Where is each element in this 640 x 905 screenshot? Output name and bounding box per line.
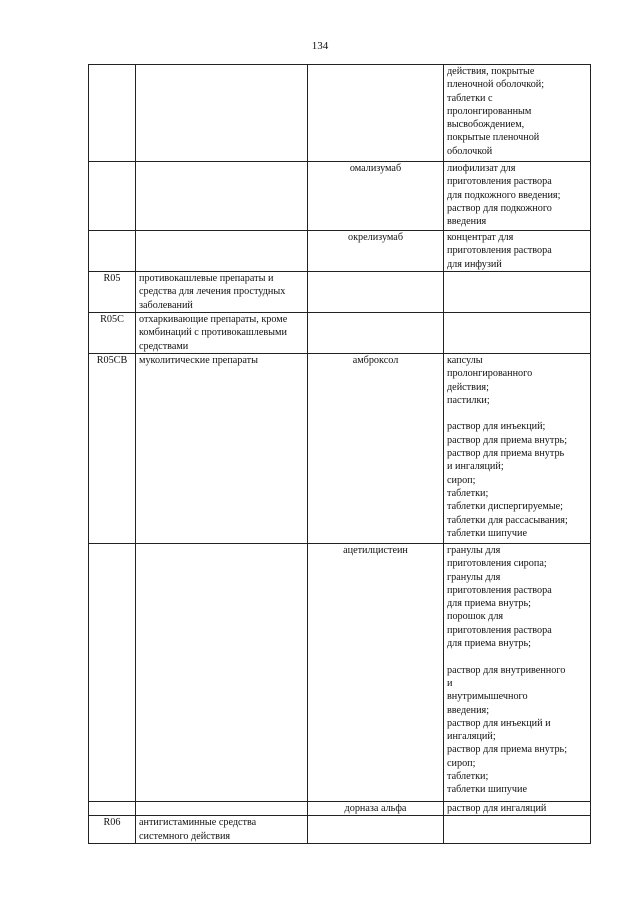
dosage-form-line: введения <box>447 216 487 228</box>
dosage-form-line: раствор для приема внутрь; <box>447 434 568 446</box>
atc-code-cell: R05C <box>89 313 136 354</box>
dosage-form-line: гранулы для <box>447 545 501 556</box>
dosage-form-line: пролонгированного <box>447 368 533 380</box>
dosage-form-line: раствор для приема внутрь <box>447 448 565 460</box>
inn-cell: ацетилцистеин <box>308 544 444 802</box>
dosage-forms-cell <box>444 272 591 313</box>
dosage-form-line: лиофилизат для <box>447 163 516 174</box>
group-name-cell: муколитические препараты <box>136 354 308 544</box>
inn-cell <box>308 816 444 844</box>
dosage-form-line: раствор для внутривенного <box>447 664 566 676</box>
group-name-cell: антигистаминные средства системного действия <box>136 816 308 844</box>
dosage-forms-cell <box>444 354 591 544</box>
atc-code-cell: R05CB <box>89 354 136 544</box>
inn-cell <box>308 65 444 162</box>
table-row <box>89 816 591 844</box>
dosage-form-line: раствор для подкожного <box>447 202 552 214</box>
dosage-form-line: порошок для <box>447 611 504 623</box>
dosage-form-line: раствор для инъекций и <box>447 717 551 729</box>
table-row <box>89 65 591 162</box>
group-name-cell <box>136 162 308 231</box>
dosage-form-line: покрытые пленочной <box>447 132 540 144</box>
inn-cell: омализумаб <box>308 162 444 231</box>
table-row <box>89 313 591 354</box>
group-name-cell <box>136 65 308 162</box>
dosage-form-line: пастилки; <box>447 394 490 406</box>
dosage-form-line: и <box>447 677 453 689</box>
dosage-form-line: приготовления раствора <box>447 584 552 596</box>
dosage-forms-cell <box>444 816 591 844</box>
dosage-forms-cell <box>444 162 591 231</box>
dosage-form-line: таблетки с <box>447 92 493 104</box>
dosage-form-line: капсулы <box>447 355 483 366</box>
inn-cell: дорназа альфа <box>308 802 444 816</box>
dosage-form-line: введения; <box>447 704 490 716</box>
dosage-form-line: приготовления раствора <box>447 245 552 257</box>
table-row <box>89 272 591 313</box>
dosage-forms-cell <box>444 65 591 162</box>
dosage-form-line <box>447 407 587 420</box>
dosage-form-line: раствор для приема внутрь; <box>447 744 568 756</box>
dosage-form-line: приготовления раствора <box>447 176 552 188</box>
dosage-form-line: высвобождением, <box>447 119 525 131</box>
dosage-form-line: и ингаляций; <box>447 461 504 473</box>
dosage-form-line: таблетки шипучие <box>447 527 527 539</box>
table-row <box>89 231 591 272</box>
table-row <box>89 354 591 544</box>
dosage-form-line: приготовления сиропа; <box>447 558 547 570</box>
dosage-forms-cell <box>444 231 591 272</box>
dosage-form-line: действия; <box>447 381 489 393</box>
table-row <box>89 802 591 816</box>
group-name-cell: противокашлевые препараты и средства для лечения простудных заболеваний <box>136 272 308 313</box>
group-name-cell <box>136 544 308 802</box>
dosage-form-line: сироп; <box>447 757 476 769</box>
group-name-cell <box>136 231 308 272</box>
atc-code-cell <box>89 65 136 162</box>
dosage-form-line: гранулы для <box>447 571 501 583</box>
dosage-form-line: действия, покрытые <box>447 66 535 77</box>
atc-code-cell: R06 <box>89 816 136 844</box>
atc-code-cell <box>89 231 136 272</box>
dosage-form-line: ингаляций; <box>447 731 496 743</box>
dosage-form-line: таблетки шипучие <box>447 784 527 796</box>
dosage-form-line: таблетки; <box>447 771 489 783</box>
dosage-form-line: таблетки диспергируемые; <box>447 501 563 513</box>
dosage-form-line: пролонгированным <box>447 105 532 117</box>
inn-cell: амброксол <box>308 354 444 544</box>
dosage-form-line: оболочкой <box>447 145 493 157</box>
page-number: 134 <box>311 40 329 52</box>
dosage-form-line: пленочной оболочкой; <box>447 79 545 91</box>
table-row <box>89 544 591 802</box>
dosage-forms-cell <box>444 544 591 802</box>
dosage-form-line: концентрат для <box>447 232 514 243</box>
dosage-form-line: сироп; <box>447 474 476 486</box>
dosage-form-line: приготовления раствора <box>447 624 552 636</box>
dosage-form-line: раствор для ингаляций <box>447 803 547 814</box>
dosage-form-line: для приема внутрь; <box>447 638 531 650</box>
atc-code-cell <box>89 544 136 802</box>
group-name-cell: отхаркивающие препараты, кроме комбинаций с противокашлевыми средствами <box>136 313 308 354</box>
dosage-form-line <box>447 650 587 663</box>
dosage-forms-cell <box>444 313 591 354</box>
table-row <box>89 162 591 231</box>
dosage-form-line: таблетки; <box>447 487 489 499</box>
dosage-form-line: для подкожного введения; <box>447 189 561 201</box>
dosage-form-line: для инфузий <box>447 258 502 270</box>
dosage-form-line: внутримышечного <box>447 691 528 703</box>
inn-cell <box>308 313 444 354</box>
inn-cell <box>308 272 444 313</box>
dosage-form-line: таблетки для рассасывания; <box>447 514 568 526</box>
dosage-form-line: для приема внутрь; <box>447 598 531 610</box>
group-name-cell <box>136 802 308 816</box>
atc-code-cell: R05 <box>89 272 136 313</box>
drug-list-table <box>88 64 591 844</box>
dosage-forms-cell <box>444 802 591 816</box>
inn-cell: окрелизумаб <box>308 231 444 272</box>
atc-code-cell <box>89 802 136 816</box>
atc-code-cell <box>89 162 136 231</box>
dosage-form-line: раствор для инъекций; <box>447 421 546 433</box>
